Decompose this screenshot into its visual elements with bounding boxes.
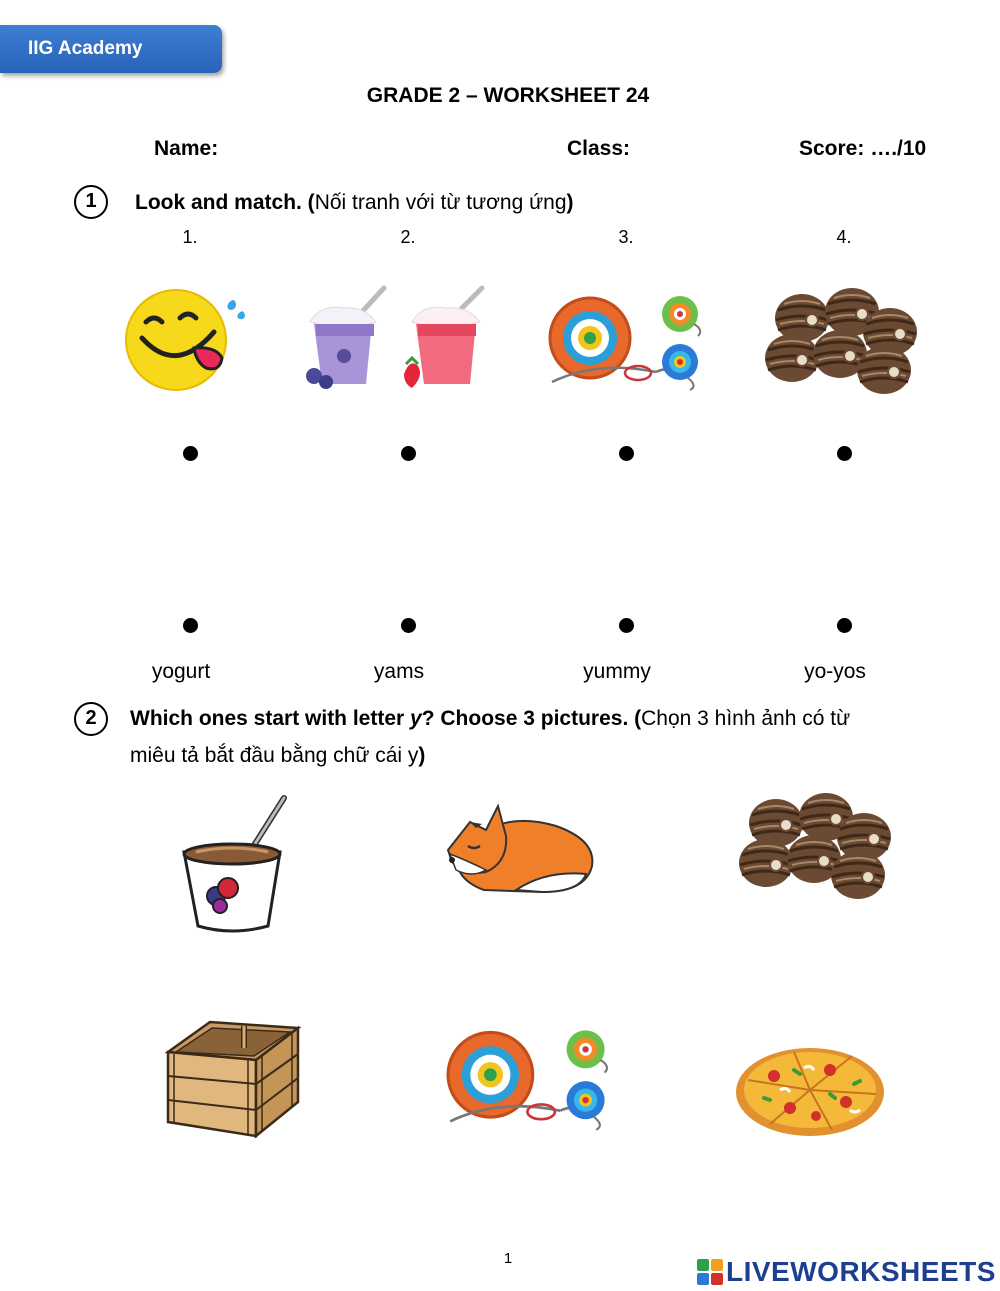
instruction-close: ) <box>566 191 574 214</box>
section-1-number: 1 <box>74 185 108 219</box>
section-1-instruction <box>135 184 574 221</box>
class-label: Class: <box>567 137 631 160</box>
match-dot-top-4[interactable] <box>837 446 852 461</box>
instruction-vi: Nối tranh với từ tương ứng <box>314 191 567 214</box>
instruction-en: Look and match. ( <box>135 191 315 214</box>
item-number-1: 1. <box>182 227 198 247</box>
section-2-instruction <box>130 700 950 774</box>
worksheet-title: GRADE 2 – WORKSHEET 24 <box>366 84 650 107</box>
match-dot-top-2[interactable] <box>401 446 416 461</box>
name-label: Name: <box>154 137 219 160</box>
section-2-number: 2 <box>74 702 108 736</box>
smiley-yummy-face-image <box>124 288 248 396</box>
instruction-vi-a: Chọn 3 hình ảnh có từ <box>641 707 851 730</box>
choice-wooden-crate[interactable] <box>164 1018 302 1140</box>
choice-yogurt-cup[interactable] <box>176 790 296 938</box>
match-dot-bottom-4[interactable] <box>837 618 852 633</box>
choice-yo-yos[interactable] <box>432 1024 608 1134</box>
academy-label: IIG Academy <box>28 38 143 59</box>
instruction-vi-b: miêu tả bắt đầu bằng chữ cái y <box>130 744 419 767</box>
choice-yams[interactable] <box>736 795 888 899</box>
match-word-3: yummy <box>583 660 651 683</box>
choice-sleeping-fox[interactable] <box>446 800 600 896</box>
match-dot-bottom-2[interactable] <box>401 618 416 633</box>
match-dot-top-3[interactable] <box>619 446 634 461</box>
choice-pizza[interactable] <box>734 1040 890 1140</box>
match-dot-top-1[interactable] <box>183 446 198 461</box>
score-label: Score: …./10 <box>799 137 927 160</box>
liveworksheets-brand: LIVEWORKSHEETS <box>726 1256 996 1287</box>
page-number: 1 <box>503 1250 513 1267</box>
yo-yos-image <box>538 290 698 394</box>
instruction-en-a: Which ones start with letter <box>130 707 411 730</box>
match-dot-bottom-1[interactable] <box>183 618 198 633</box>
liveworksheets-logo-icon <box>697 1259 723 1285</box>
instruction-close: ) <box>418 744 426 767</box>
item-number-2: 2. <box>400 227 416 247</box>
match-dot-bottom-3[interactable] <box>619 618 634 633</box>
instruction-letter: y <box>410 707 422 730</box>
item-number-4: 4. <box>836 227 852 247</box>
yams-image <box>762 290 914 394</box>
instruction-en-b: ? Choose 3 pictures. ( <box>421 707 642 730</box>
match-word-4: yo-yos <box>804 660 866 683</box>
match-word-1: yogurt <box>151 660 211 683</box>
academy-tag <box>0 25 222 73</box>
item-number-3: 3. <box>618 227 634 247</box>
yogurt-cups-image <box>300 284 496 396</box>
match-word-2: yams <box>373 660 425 683</box>
